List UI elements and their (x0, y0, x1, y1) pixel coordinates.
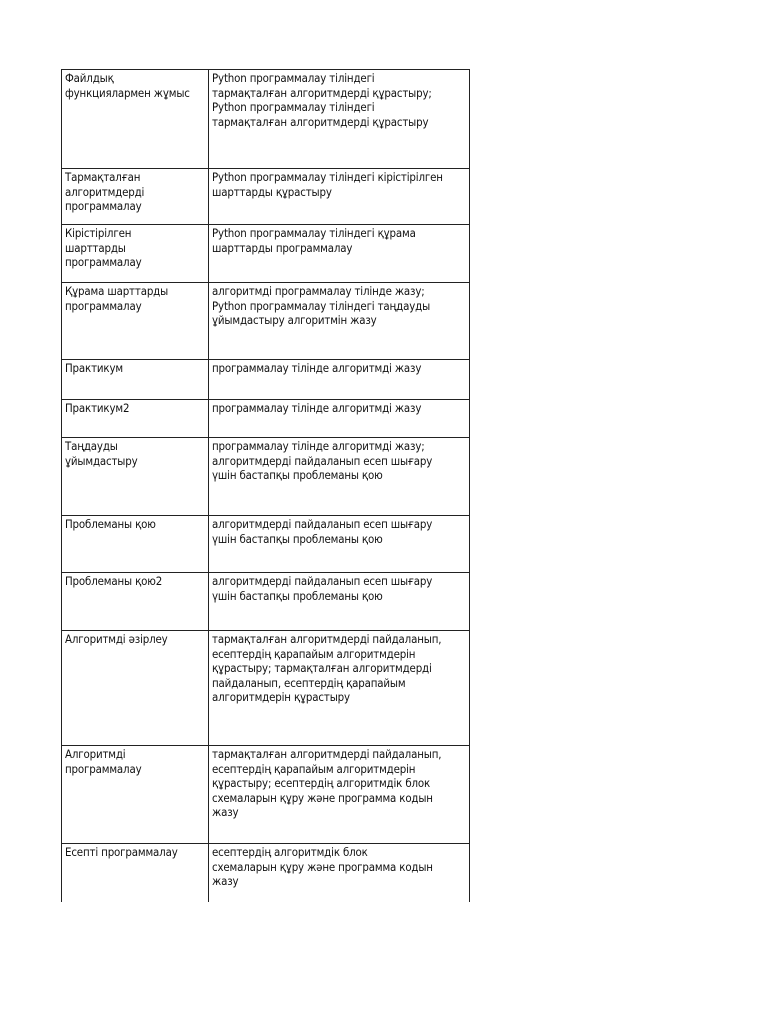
topic-text-line: шарттарды (65, 240, 126, 255)
description-text-line: алгоритмдерді пайдаланып есеп шығару (212, 574, 433, 588)
topic-text-line: Құрама шарттарды (65, 284, 169, 298)
description-text-line: құрастыру; тармақталған алгоритмдерді (212, 661, 432, 675)
description-text-line: тармақталған алгоритмдерді пайдаланып, (212, 632, 442, 646)
topic-cell (62, 631, 209, 746)
topic-cell (62, 516, 209, 573)
description-cell (209, 400, 470, 438)
topic-text-line: Алгоритмді әзірлеу (65, 632, 168, 646)
description-text-line: алгоритмді программалау тілінде жазу; (212, 284, 425, 298)
table-row (62, 438, 470, 516)
description-cell (209, 746, 470, 844)
description-text-line: тармақталған алгоритмдерді құрастыру; (212, 85, 432, 100)
topic-text-line: Файлдық (65, 71, 114, 85)
description-text-line: есептердің алгоритмдік блок (212, 845, 368, 859)
description-cell (209, 225, 470, 283)
topic-cell (62, 283, 209, 360)
description-cell (209, 70, 470, 169)
description-text-line: алгоритмдерді пайдаланып есеп шығару (212, 453, 433, 468)
topic-text-line: Проблеманы қою2 (65, 574, 163, 588)
topic-text-line: Практикум2 (65, 401, 130, 415)
table-row (62, 283, 470, 360)
topic-text-line: алгоритмдерді (65, 184, 145, 199)
table-row (62, 400, 470, 438)
description-cell (209, 631, 470, 746)
topic-cell (62, 746, 209, 844)
topic-cell (62, 169, 209, 225)
description-text-line: Python программалау тіліндегі (212, 71, 375, 85)
description-text-line: есептердің қарапайым алгоритмдерін (212, 761, 416, 776)
description-text-line: үшін бастапқы проблеманы қою (212, 588, 383, 603)
description-text-line: программалау тілінде алгоритмді жазу (212, 361, 422, 375)
description-text-line: алгоритмдерді пайдаланып есеп шығару (212, 517, 433, 531)
topic-cell (62, 225, 209, 283)
topic-cell (62, 70, 209, 169)
description-text-line: ұйымдастыру алгоритмін жазу (212, 313, 377, 327)
description-text-line: жазу (212, 805, 239, 819)
topic-text-line: функциялармен жұмыс (65, 85, 190, 100)
description-text-line: жазу (212, 874, 239, 888)
curriculum-table (61, 69, 470, 902)
description-cell (209, 438, 470, 516)
topic-cell (62, 844, 209, 902)
description-text-line: алгоритмдерін құрастыру (212, 690, 350, 704)
topic-text-line: программалау (65, 761, 142, 776)
description-cell (209, 516, 470, 573)
description-text-line: пайдаланып, есептердің қарапайым (212, 675, 406, 690)
table-row (62, 169, 470, 225)
topic-text-line: программалау (65, 255, 142, 269)
topic-text-line: программалау (65, 199, 142, 213)
table-row (62, 573, 470, 631)
topic-text-line: Проблеманы қою (65, 517, 156, 531)
description-text-line: схемаларын құру және программа кодын (212, 790, 433, 805)
description-text-line: үшін бастапқы проблеманы қою (212, 531, 383, 546)
topic-cell (62, 400, 209, 438)
description-text-line: шарттарды құрастыру (212, 184, 332, 199)
table-row (62, 631, 470, 746)
table-row (62, 746, 470, 844)
description-text-line: тармақталған алгоритмдерді құрастыру (212, 114, 429, 129)
description-text-line: программалау тілінде алгоритмді жазу (212, 401, 422, 415)
topic-text-line: Есепті программалау (65, 845, 178, 859)
description-cell (209, 360, 470, 400)
topic-cell (62, 573, 209, 631)
description-text-line: есептердің қарапайым алгоритмдерін (212, 646, 416, 661)
description-text-line: тармақталған алгоритмдерді пайдаланып, (212, 747, 442, 761)
topic-text-line: программалау (65, 298, 142, 313)
topic-text-line: Тармақталған (65, 170, 141, 184)
topic-text-line: Практикум (65, 361, 123, 375)
table-row (62, 70, 470, 169)
table-body (62, 70, 470, 902)
table-row (62, 225, 470, 283)
description-text-line: құрастыру; есептердің алгоритмдік блок (212, 776, 431, 790)
description-text-line: схемаларын құру және программа кодын (212, 859, 433, 874)
description-cell (209, 844, 470, 902)
table-row (62, 360, 470, 400)
description-cell (209, 283, 470, 360)
topic-cell (62, 360, 209, 400)
topic-text-line: Кірістірілген (65, 226, 132, 240)
description-cell (209, 573, 470, 631)
description-text-line: шарттарды программалау (212, 240, 353, 255)
description-text-line: Python программалау тіліндегі таңдауды (212, 298, 431, 313)
topic-text-line: Таңдауды (65, 439, 118, 453)
description-text-line: Python программалау тіліндегі (212, 100, 375, 114)
description-text-line: Python программалау тіліндегі кірістірілген (212, 170, 443, 184)
table-row (62, 844, 470, 902)
description-text-line: программалау тілінде алгоритмді жазу; (212, 439, 425, 453)
topic-cell (62, 438, 209, 516)
topic-text-line: ұйымдастыру (65, 453, 138, 468)
topic-text-line: Алгоритмді (65, 747, 126, 761)
description-text-line: Python программалау тіліндегі құрама (212, 226, 416, 240)
description-cell (209, 169, 470, 225)
table-row (62, 516, 470, 573)
description-text-line: үшін бастапқы проблеманы қою (212, 468, 383, 482)
